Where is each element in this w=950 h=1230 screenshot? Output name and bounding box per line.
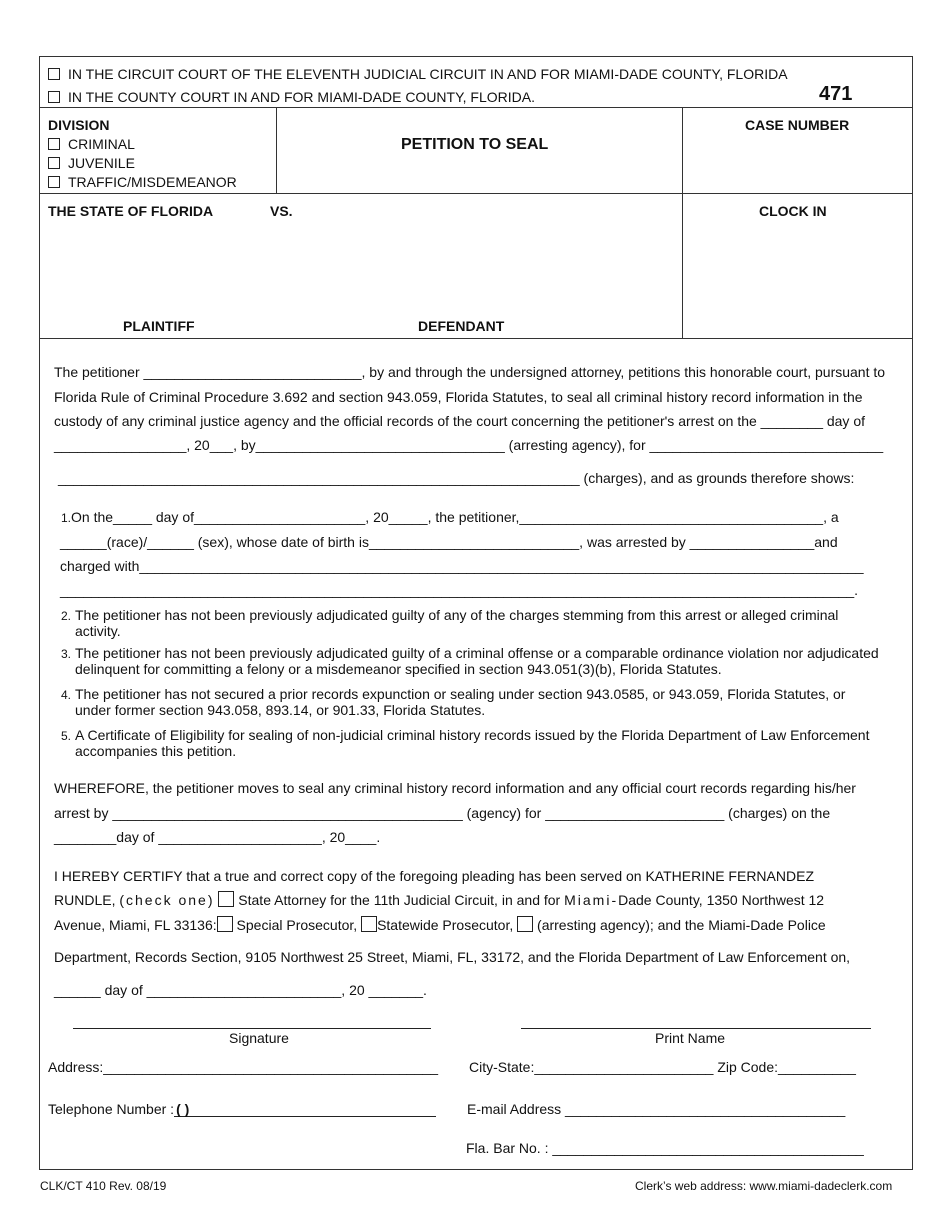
division-option-juvenile[interactable] [48,155,135,171]
item-1-line: charged with_____________________________________________________________________________________________ [60,558,864,574]
signature-label: Signature [229,1030,289,1046]
telephone-area-code[interactable]: ( ) [174,1102,436,1117]
item-1-line [61,509,839,525]
division-label: DIVISION [48,117,110,133]
item-number: 4. [61,688,72,702]
arresting-agency-checkbox[interactable] [517,916,533,932]
certify-text: Miami- [564,892,619,908]
item-1-line: ______(race)/______ (sex), whose date of birth is___________________________, was arrested by ________________and [60,534,838,550]
divider-division-col [276,107,277,193]
print-name-label: Print Name [655,1030,726,1046]
court-option-circuit-label: IN THE CIRCUIT COURT OF THE ELEVENTH JUDICIAL CIRCUIT IN AND FOR MIAMI-DADE COUNTY, FLORIDA [68,66,788,82]
case-number-label: CASE NUMBER [745,117,850,133]
check-one-label: (check one) [119,892,215,908]
court-option-county-label: IN THE COUNTY COURT IN AND FOR MIAMI-DADE COUNTY, FLORIDA. [68,89,535,105]
division-option-label: JUVENILE [68,155,135,171]
state-label: THE STATE OF FLORIDA [48,203,214,219]
certify-text: Avenue, Miami, FL 33136: [54,917,217,933]
division-option-criminal[interactable] [48,136,135,152]
petition-line: _________________, 20___, by________________________________ (arresting agency), for ______________________________ [54,437,884,453]
clerk-web-address: Clerk’s web address: www.miami-dadeclerk.com [635,1179,893,1193]
divider-division [39,193,913,194]
vs-label: VS. [270,203,293,219]
wherefore-line: WHEREFORE, the petitioner moves to seal any criminal history record information and any official court records regarding his/her [54,780,856,796]
email-field[interactable]: E-mail Address ____________________________________ [467,1101,846,1117]
certify-text: Statewide Prosecutor, [377,917,518,933]
signature-line[interactable] [73,1028,431,1029]
item-text: The petitioner has not been previously adjudicated guilty of a criminal offense or a comparable ordinance violation nor adjudicated delinquent for committing a felony or a misdemeanor specified in section 943.051(3)(b), Florida Statutes. [75,645,879,677]
list-item [61,727,906,759]
court-option-county[interactable] [48,89,535,105]
special-prosecutor-checkbox[interactable] [217,916,233,932]
divider-header [39,107,913,108]
certify-text: Special Prosecutor, [236,917,362,933]
certify-text: (arresting agency); and the Miami-Dade Police [533,917,826,933]
item-text: The petitioner has not secured a prior records expunction or sealing under section 943.0585, or 943.059, Florida Statutes, or under former section 943.058, 893.14, or 901.33, Florida Statutes. [75,686,846,718]
item-number: 5. [61,729,72,743]
court-option-circuit[interactable] [48,66,788,82]
item-number: 3. [61,647,72,661]
certify-text: Dade County, 1350 Northwest 12 [618,892,825,908]
division-option-label: CRIMINAL [68,136,135,152]
wherefore-line: arrest by _____________________________________________ (agency) for _______________________ (charges) on the [54,805,831,821]
item-text: The petitioner has not been previously adjudicated guilty of any of the charges stemming from this arrest or alleged criminal activity. [75,607,839,639]
certify-line: Department, Records Section, 9105 Northwest 25 Street, Miami, FL, 33172, and the Florida Department of Law Enforcement on, [54,949,851,965]
item-text: A Certificate of Eligibility for sealing of non-judicial criminal history records issued by the Florida Department of Law Enforcement accompanies this petition. [75,727,870,759]
wherefore-line: ________day of _____________________, 20____. [54,829,381,845]
item-1-text: On the_____ day of______________________, 20_____, the petitioner,_______________________________________, a [71,509,839,525]
division-option-traffic[interactable] [48,174,237,190]
checkbox[interactable] [48,157,60,169]
plaintiff-label: PLAINTIFF [123,318,195,334]
certify-text: State Attorney for the 11th Judicial Circuit, in and for [234,892,565,908]
item-1-line: ______________________________________________________________________________________________________. [60,582,859,598]
checkbox[interactable] [48,138,60,150]
petition-line: ___________________________________________________________________ (charges), and as grounds therefore shows: [58,470,855,486]
petition-line: Florida Rule of Criminal Procedure 3.692 and section 943.059, Florida Statutes, to seal all criminal history record information in the [54,389,863,405]
certify-line: I HEREBY CERTIFY that a true and correct copy of the foregoing pleading has been served on KATHERINE FERNANDEZ [54,868,814,884]
telephone-field[interactable] [48,1101,436,1117]
checkbox[interactable] [48,176,60,188]
division-option-label: TRAFFIC/MISDEMEANOR [68,174,237,190]
print-name-line[interactable] [521,1028,871,1029]
telephone-label: Telephone Number : [48,1101,175,1117]
address-field[interactable]: Address:___________________________________________ [48,1059,439,1075]
item-number: 2. [61,609,72,623]
petition-line: custody of any criminal justice agency and the official records of the court concerning the petitioner's arrest on the ________ day of [54,413,866,429]
list-item [61,607,906,639]
certify-line: ______ day of _________________________, 20 _______. [54,982,427,998]
certify-line [54,891,824,908]
item-number: 1. [61,511,72,525]
defendant-label: DEFENDANT [418,318,505,334]
list-item [61,645,906,677]
form-title: PETITION TO SEAL [401,136,549,153]
divider-parties [39,338,913,339]
checkbox[interactable] [48,68,60,80]
list-item [61,686,906,718]
certify-text: RUNDLE, [54,892,120,908]
form-number: 471 [819,83,853,105]
city-state-zip-field[interactable]: City-State:_______________________ Zip Code:__________ [469,1059,856,1075]
state-attorney-checkbox[interactable] [218,891,234,907]
bar-number-field[interactable]: Fla. Bar No. : ________________________________________ [466,1140,864,1156]
clock-in-label: CLOCK IN [759,203,827,219]
petition-line: The petitioner ____________________________, by and through the undersigned attorney, petitions this honorable court, pursuant to [54,364,886,380]
form-id: CLK/CT 410 Rev. 08/19 [40,1179,167,1193]
statewide-prosecutor-checkbox[interactable] [361,916,377,932]
checkbox[interactable] [48,91,60,103]
divider-case-col [682,107,683,338]
certify-line [54,916,826,933]
